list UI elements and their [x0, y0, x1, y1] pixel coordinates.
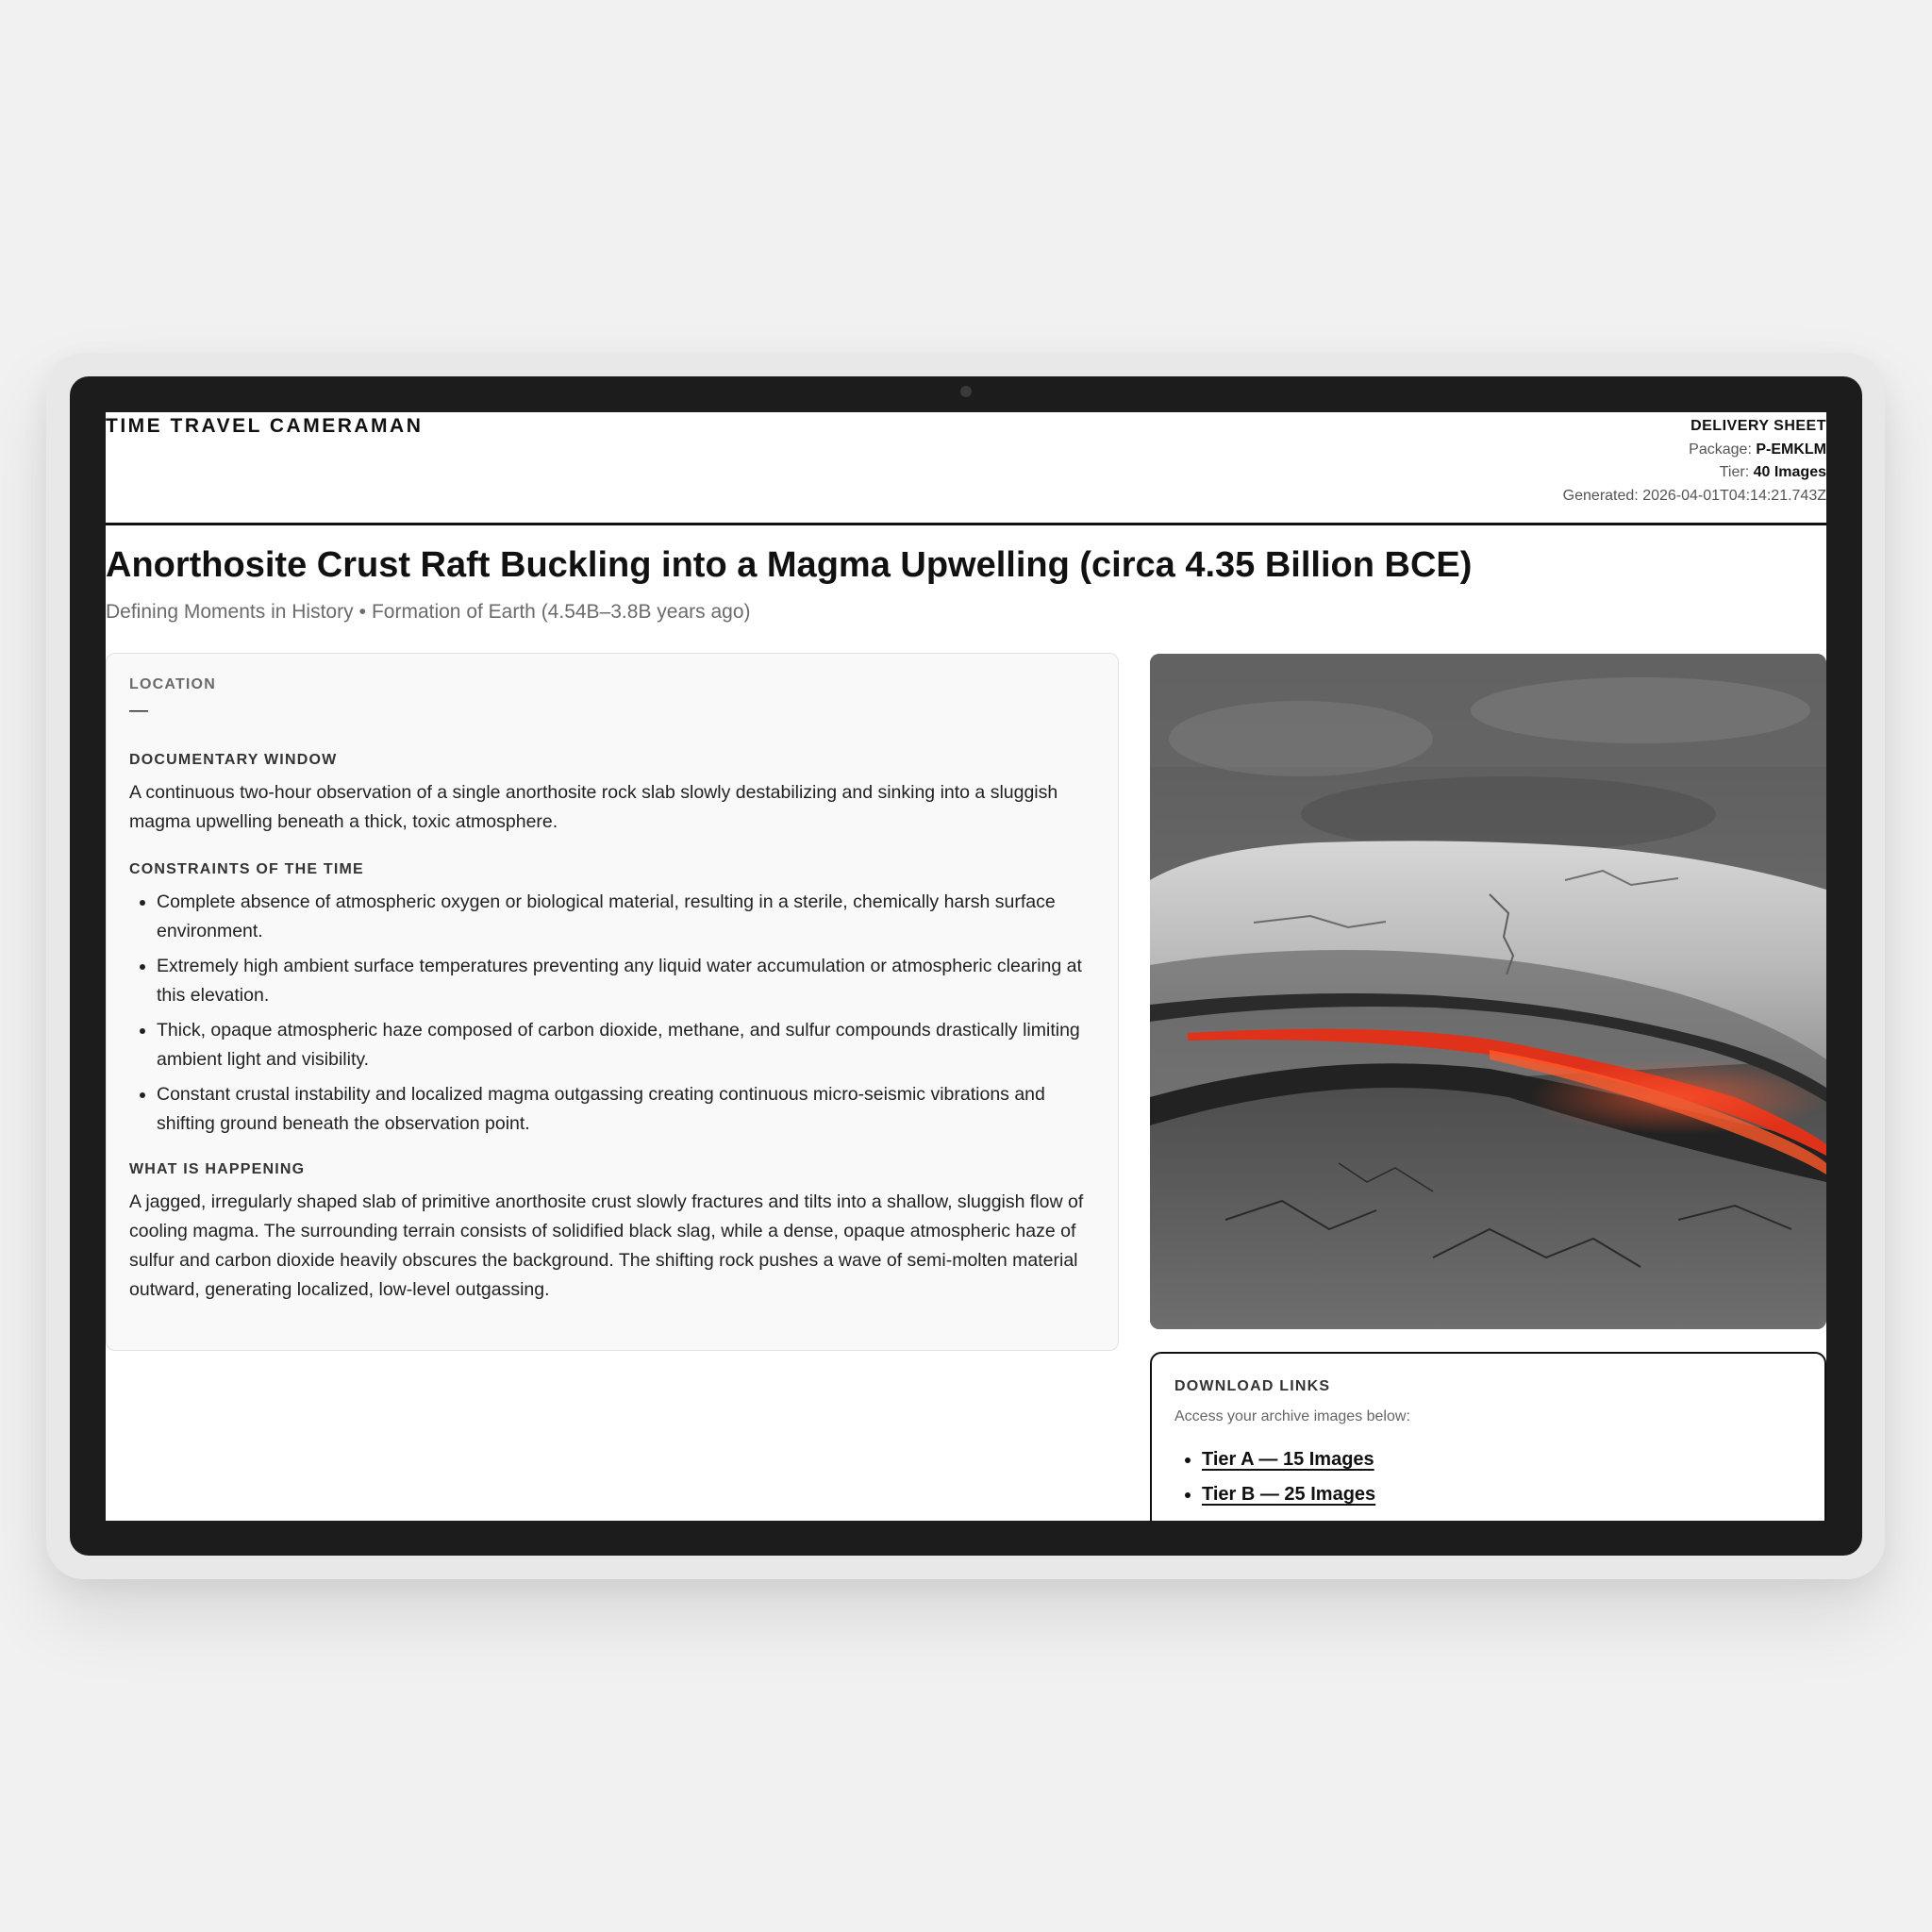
tier-label: Tier:: [1719, 464, 1750, 480]
list-item: • Constant crustal instability and localized magma outgassing creating continuous micro-seismic vibrations and shifting ground beneath the observation point.: [157, 1080, 1095, 1139]
download-links-panel: [1150, 1352, 1826, 1521]
download-links-description: Access your archive images below:: [1174, 1408, 1410, 1424]
location-value: —: [129, 700, 148, 721]
subtitle-separator: •: [358, 601, 366, 623]
generated-label: Generated:: [1562, 487, 1639, 504]
package-value: P-EMKLM: [1756, 441, 1826, 458]
constraints-label: CONSTRAINTS OF THE TIME: [129, 861, 364, 877]
download-links-list: [1174, 1442, 1802, 1512]
download-link-tier-b[interactable]: Tier B — 25 Images: [1202, 1484, 1376, 1505]
list-item: • Thick, opaque atmospheric haze composed of carbon dioxide, methane, and sulfur compounds drastically limiting ambient light and visibility.: [157, 1016, 1095, 1074]
lava-rock-image: [1150, 654, 1826, 1329]
page-title: Anorthosite Crust Raft Buckling into a Magma Upwelling (circa 4.35 Billion BCE): [106, 545, 1473, 585]
package-line: [1563, 439, 1826, 462]
package-label: Package:: [1689, 441, 1752, 458]
screen: [106, 412, 1826, 1521]
page-header: [106, 412, 1826, 525]
generated-line: [1563, 485, 1826, 508]
generated-value: 2026-04-01T04:14:21.743Z: [1642, 487, 1826, 504]
tier-line: [1563, 461, 1826, 485]
list-item: [1202, 1442, 1802, 1477]
delivery-sheet-title: DELIVERY SHEET: [1690, 418, 1826, 434]
camera-icon: [960, 386, 972, 397]
era-name: Formation of Earth (4.54B–3.8B years ago): [371, 601, 751, 623]
list-item: • Extremely high ambient surface temperatures preventing any liquid water accumulation or atmospheric clearing at this elevation.: [157, 952, 1095, 1010]
download-link-tier-a[interactable]: Tier A — 15 Images: [1202, 1449, 1374, 1470]
delivery-sheet-page: [106, 412, 1826, 1521]
download-links-title: DOWNLOAD LINKS: [1174, 1378, 1331, 1394]
collection-name: Defining Moments in History: [106, 601, 354, 623]
what-is-happening-label: WHAT IS HAPPENING: [129, 1161, 306, 1177]
scene-photo: [1150, 654, 1826, 1329]
constraints-list: [129, 888, 1095, 1139]
what-is-happening-text: A jagged, irregularly shaped slab of primitive anorthosite crust slowly fractures and tilts into a shallow, sluggish flow of cooling magma. The surrounding terrain consists of solidified black slag, while a dense, opaque atmospheric haze of sulfur and carbon dioxide heavily obscures the background. The shifting rock pushes a wave of semi-molten material outward, generating localized, low-level outgassing.: [129, 1191, 1084, 1300]
scene-info-card: [106, 653, 1119, 1351]
page-subtitle: [106, 601, 751, 624]
documentary-window-text: A continuous two-hour observation of a single anorthosite rock slab slowly destabilizing and sinking into a sluggish magma upwelling beneath a thick, toxic atmosphere.: [129, 782, 1058, 832]
tier-value: 40 Images: [1753, 464, 1826, 480]
delivery-meta: [1563, 415, 1826, 508]
list-item: • Complete absence of atmospheric oxygen or biological material, resulting in a sterile, chemically harsh surface environment.: [157, 888, 1095, 946]
brand-logo-text: TIME TRAVEL CAMERAMAN: [106, 415, 424, 437]
list-item: [1202, 1477, 1802, 1512]
documentary-window-label: DOCUMENTARY WINDOW: [129, 752, 338, 768]
location-label: LOCATION: [129, 676, 216, 692]
